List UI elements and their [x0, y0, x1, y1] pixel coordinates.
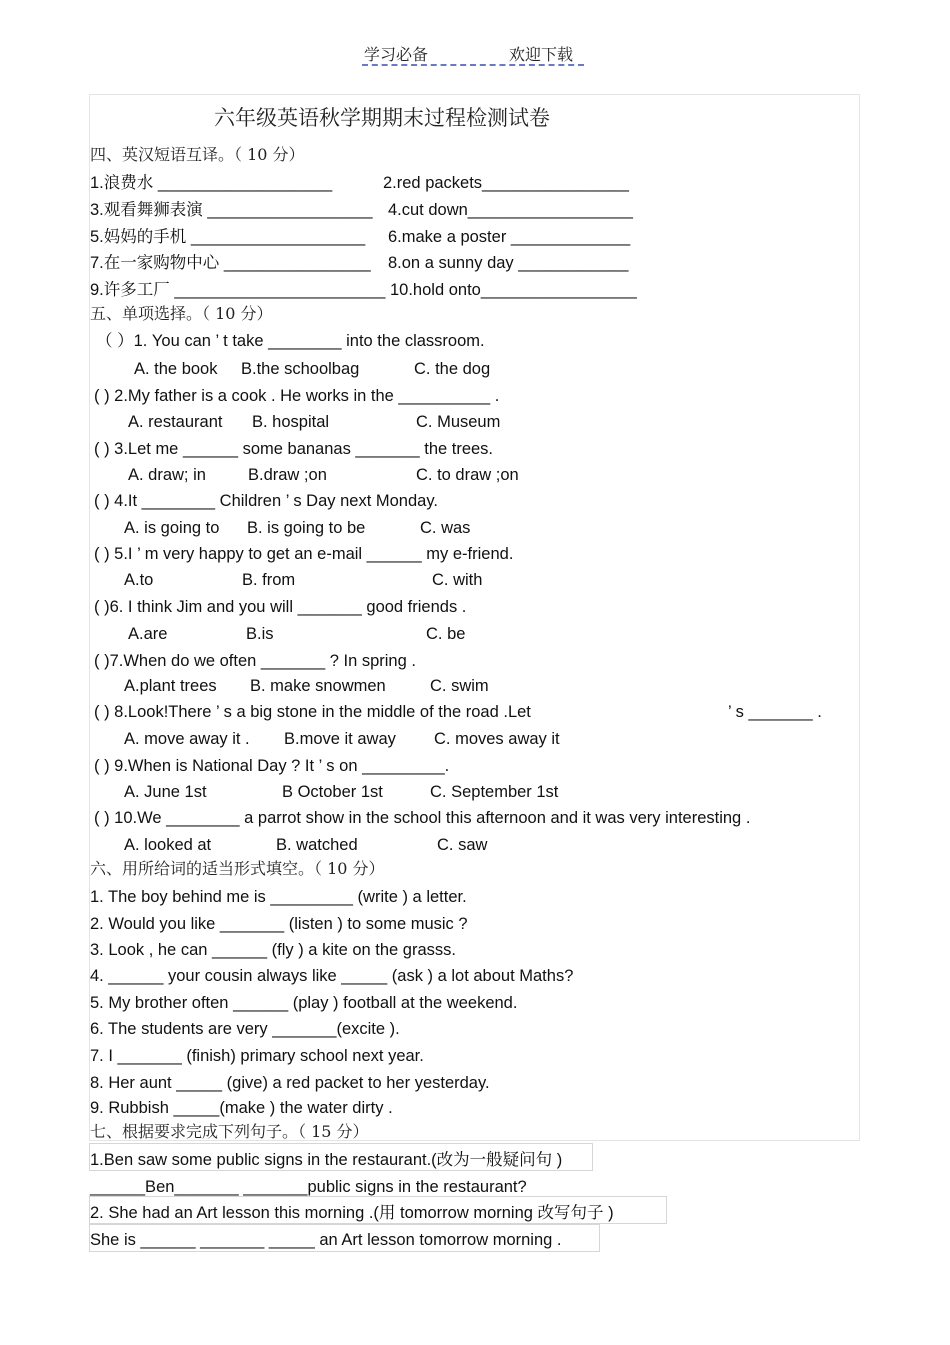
s5-q9-option-b: B October 1st: [282, 783, 383, 801]
s5-question-2: ( ) 2.My father is a cook . He works in the __________ .: [94, 387, 500, 405]
s5-q6-option-a: A.are: [128, 625, 168, 643]
s5-q1-option-b: B.the schoolbag: [241, 360, 360, 378]
s6-question-5: 5. My brother often ______ (play ) football at the weekend.: [90, 994, 518, 1012]
exam-title: 六年级英语秋学期期末过程检测试卷: [214, 106, 550, 130]
s6-question-6: 6. The students are very _______(excite ).: [90, 1020, 400, 1038]
s6-question-7: 7. I _______ (finish) primary school next year.: [90, 1047, 424, 1065]
section-5-heading: 五、单项选择。（ 10 分）: [90, 304, 273, 323]
header-left-text: 学习必备: [364, 45, 429, 64]
s5-question-4: ( ) 4.It ________ Children ’ s Day next Monday.: [94, 492, 438, 510]
s4-item-5: 5.妈妈的手机 ___________________: [90, 228, 366, 246]
s6-question-9: 9. Rubbish _____(make ) the water dirty .: [90, 1099, 393, 1117]
s6-question-1: 1. The boy behind me is _________ (write ) a letter.: [90, 888, 467, 906]
s5-q8-option-b: B.move it away: [284, 730, 396, 748]
s5-q4-option-a: A. is going to: [124, 519, 220, 537]
s4-item-10: 10.hold onto_________________: [390, 281, 637, 299]
s5-q2-option-a: A. restaurant: [128, 413, 223, 431]
s5-q10-option-c: C. saw: [437, 836, 488, 854]
s5-question-3: ( ) 3.Let me ______ some bananas _______ the trees.: [94, 440, 494, 458]
s5-q5-option-c: C. with: [432, 571, 483, 589]
s6-question-8: 8. Her aunt _____ (give) a red packet to her yesterday.: [90, 1074, 490, 1092]
s5-q6-option-c: C. be: [426, 625, 466, 643]
s5-q10-option-a: A. looked at: [124, 836, 212, 854]
s5-q7-option-c: C. swim: [430, 677, 489, 695]
s4-item-3: 3.观看舞狮表演 __________________: [90, 201, 373, 219]
s7-question-1-answer-line: ______Ben_______ _______public signs in the restaurant?: [90, 1178, 527, 1196]
s5-q1-option-c: C. the dog: [414, 360, 491, 378]
s5-question-5: ( ) 5.I ’ m very happy to get an e-mail ______ my e-friend.: [94, 545, 514, 563]
s4-item-9: 9.许多工厂 _______________________: [90, 281, 386, 299]
s5-q7-option-b: B. make snowmen: [250, 677, 386, 695]
page-header: [362, 42, 584, 66]
s5-question-1: （ ）1. You can ’ t take ________ into the classroom.: [96, 332, 485, 350]
s4-item-4: 4.cut down__________________: [388, 201, 633, 219]
section-4-heading: 四、英汉短语互译。（ 10 分）: [90, 145, 305, 164]
s5-q1-option-a: A. the book: [134, 360, 218, 378]
s5-question-10: ( ) 10.We ________ a parrot show in the school this afternoon and it was very interesting .: [94, 809, 751, 827]
s5-question-8-end: ’ s _______ .: [728, 703, 822, 721]
s5-q8-option-c: C. moves away it: [434, 730, 560, 748]
s5-question-8: ( ) 8.Look!There ’ s a big stone in the middle of the road .Let: [94, 703, 531, 721]
s5-q2-option-c: C. Museum: [416, 413, 501, 431]
s5-q9-option-a: A. June 1st: [124, 783, 207, 801]
s5-q10-option-b: B. watched: [276, 836, 358, 854]
s5-q3-option-c: C. to draw ;on: [416, 466, 519, 484]
s5-q7-option-a: A.plant trees: [124, 677, 217, 695]
s6-question-4: 4. ______ your cousin always like _____ (ask ) a lot about Maths?: [90, 967, 574, 985]
header-right-text: 欢迎下载: [509, 45, 574, 64]
s5-q5-option-b: B. from: [242, 571, 296, 589]
s5-q3-option-b: B.draw ;on: [248, 466, 327, 484]
s5-question-6: ( )6. I think Jim and you will _______ good friends .: [94, 598, 467, 616]
s4-item-7: 7.在一家购物中心 ________________: [90, 254, 371, 272]
s5-q5-option-a: A.to: [124, 571, 154, 589]
s4-item-2: 2.red packets________________: [383, 174, 629, 192]
s5-q8-option-a: A. move away it .: [124, 730, 250, 748]
s4-item-1: 1.浪费水 ___________________: [90, 174, 333, 192]
s4-item-6: 6.make a poster _____________: [388, 228, 631, 246]
s5-question-9: ( ) 9.When is National Day ? It ’ s on _________.: [94, 757, 450, 775]
s5-q3-option-a: A. draw; in: [128, 466, 206, 484]
section-7-heading: 七、根据要求完成下列句子。（ 15 分）: [90, 1122, 369, 1141]
s5-q4-option-b: B. is going to be: [247, 519, 366, 537]
s6-question-2: 2. Would you like _______ (listen ) to some music ?: [90, 915, 468, 933]
s6-question-3: 3. Look , he can ______ (fly ) a kite on the grasss.: [90, 941, 456, 959]
s5-q9-option-c: C. September 1st: [430, 783, 559, 801]
s5-q6-option-b: B.is: [246, 625, 274, 643]
s7-question-2-answer-line: She is ______ _______ _____ an Art lesson tomorrow morning .: [90, 1231, 562, 1249]
s5-q4-option-c: C. was: [420, 519, 471, 537]
s7-question-2: 2. She had an Art lesson this morning .(用 tomorrow morning 改写句子 ): [90, 1204, 614, 1222]
s4-item-8: 8.on a sunny day ____________: [388, 254, 629, 272]
s7-question-1: 1.Ben saw some public signs in the restaurant.(改为一般疑问句 ): [90, 1151, 563, 1169]
s5-question-7: ( )7.When do we often _______ ? In spring .: [94, 652, 416, 670]
s5-q2-option-b: B. hospital: [252, 413, 330, 431]
section-6-heading: 六、用所给词的适当形式填空。（ 10 分）: [90, 859, 385, 878]
